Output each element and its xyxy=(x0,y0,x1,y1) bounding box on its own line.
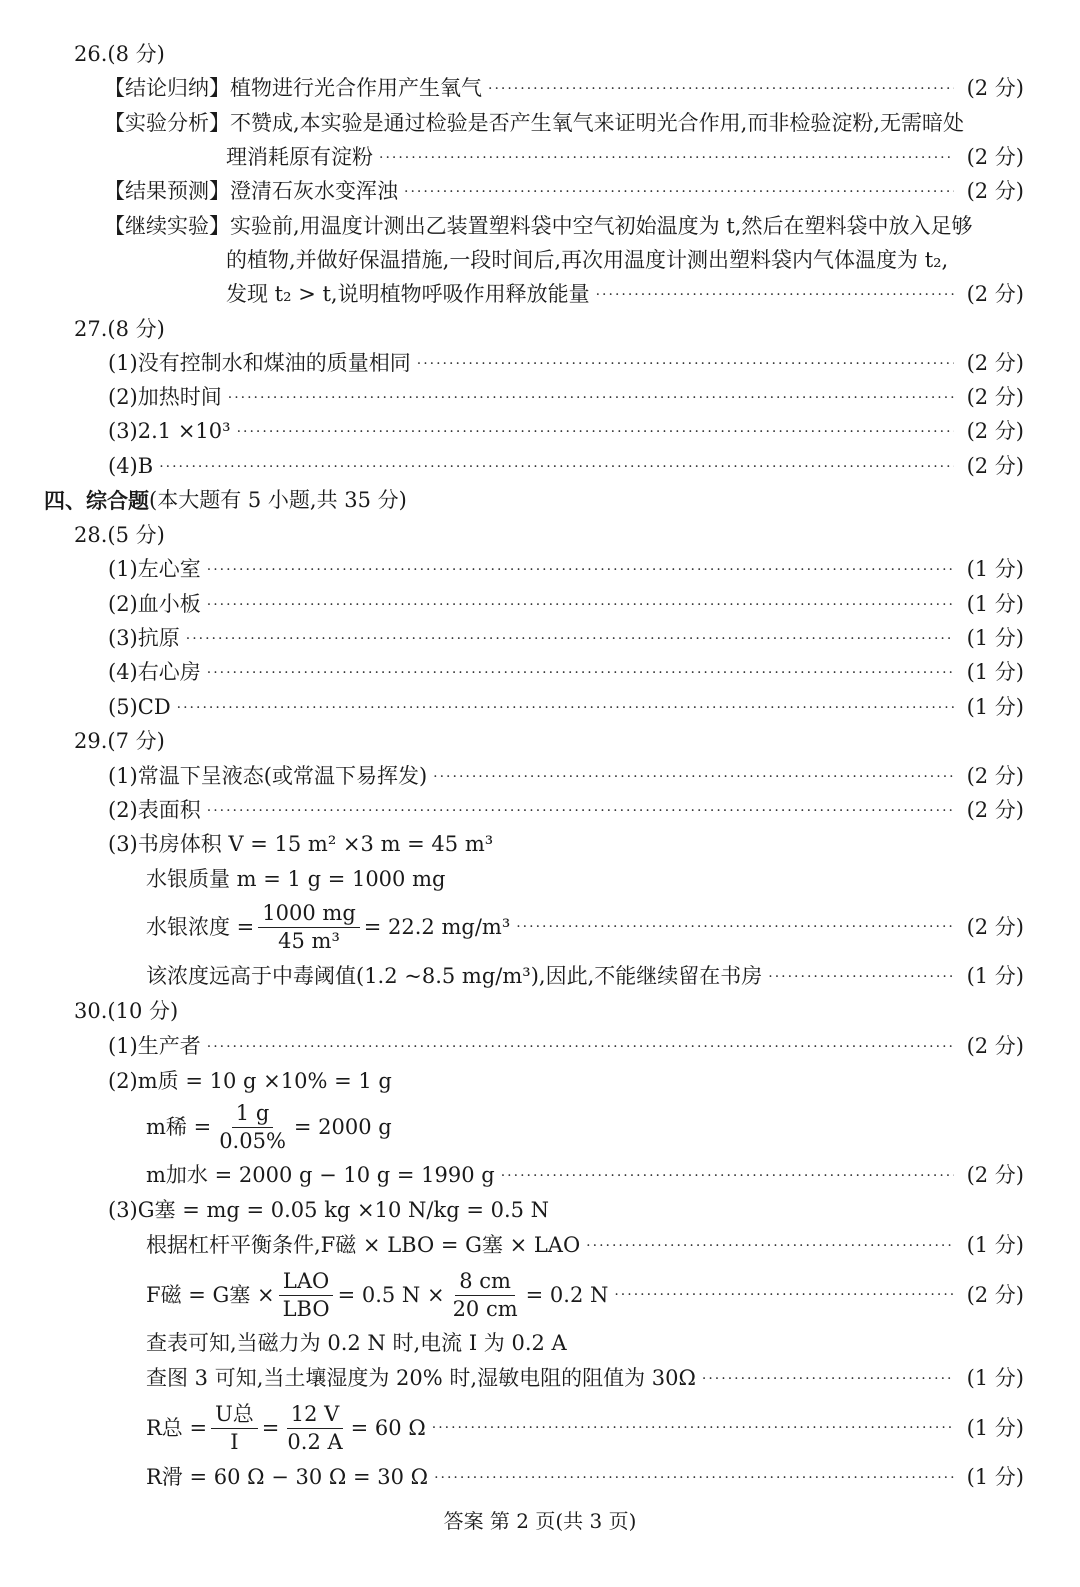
leader-dots xyxy=(432,1421,954,1435)
leader-dots xyxy=(596,288,954,302)
q28-answer-2: (2)血小板 ····· (1 分) xyxy=(0,594,1080,615)
leader-dots xyxy=(614,1288,954,1302)
leader-dots xyxy=(379,151,954,165)
leader-dots xyxy=(404,185,954,199)
q29-concentration: 水银浓度 = $\frac{1000 mg}{\text{45 m³}}$ = 22.2 mg/m³ ····· (2 分) xyxy=(0,902,1080,952)
q29-answer-2: (2)表面积 ····· (2 分) xyxy=(0,800,1080,821)
leader-dots xyxy=(488,82,954,96)
q30-resistance: 查图 3 可知,当土壤湿度为 20% 时,湿敏电阻的阻值为 30Ω ····· (1 分) xyxy=(0,1368,1080,1389)
q27-answer-2: (2)加热时间 ····· (2 分) xyxy=(0,387,1080,408)
leader-dots xyxy=(207,666,954,680)
q28-heading: 28.(5 分) xyxy=(74,523,165,547)
q26-conclusion: 【结论归纳】 植物进行光合作用产生氧气 ····· (2 分) xyxy=(0,78,1080,99)
leader-dots xyxy=(186,632,954,646)
q30-water-mass: m加水 = 2000 g − 10 g = 1990 g ····· (2 分) xyxy=(0,1165,1080,1186)
q29-answer-1: (1)常温下呈液态(或常温下易挥发) ····· (2 分) xyxy=(0,766,1080,787)
leader-dots xyxy=(207,804,954,818)
q30-magnetic-force: F磁 = G塞 × $\frac{\text{LAO}}{\text{LBO}}$ = 0.5 N × $\frac{8 cm}{20 cm}$ = 0.2 N ····· (2 分) xyxy=(0,1270,1080,1320)
fraction: $\frac{\text{LAO}}{\text{LBO}}$ xyxy=(279,1270,334,1319)
q27-answer-3: (3)2.1 ×10³ ····· (2 分) xyxy=(0,421,1080,442)
leader-dots xyxy=(702,1372,954,1386)
q29-mercury-mass: 水银质量 m = 1 g = 1000 mg xyxy=(146,867,446,891)
fraction: $\frac{1 g}{0.05\%}$ xyxy=(219,1101,286,1153)
leader-dots xyxy=(417,357,954,371)
leader-dots xyxy=(768,970,954,984)
q27-answer-1: (1)没有控制水和煤油的质量相同 ····· (2 分) xyxy=(0,353,1080,374)
leader-dots xyxy=(516,920,954,934)
leader-dots xyxy=(207,598,954,612)
q29-conclusion: 该浓度远高于中毒阈值(1.2 ~8.5 mg/m³),因此,不能继续留在书房 ····· (1 分) xyxy=(0,966,1080,987)
q29-heading: 29.(7 分) xyxy=(74,729,165,753)
leader-dots xyxy=(228,391,954,405)
q30-total-resistance: R总 = $\frac{\text{U总}}{I}$ = $\frac{12 V}{0.2 A}$ = 60 Ω ····· (1 分) xyxy=(0,1403,1080,1453)
q28-answer-5: (5)CD ····· (1 分) xyxy=(0,697,1080,718)
q29-answer-3: (3)书房体积 V = 15 m² ×3 m = 45 m³ xyxy=(108,832,494,856)
q30-answer-3: (3)G塞 = mg = 0.05 kg ×10 N/kg = 0.5 N xyxy=(108,1198,550,1222)
leader-dots xyxy=(237,425,954,439)
leader-dots xyxy=(434,1471,954,1485)
q30-answer-1: (1)生产者 ····· (2 分) xyxy=(0,1036,1080,1057)
q30-current: 查表可知,当磁力为 0.2 N 时,电流 I 为 0.2 A xyxy=(146,1331,567,1355)
fraction: $\frac{\text{U总}}{I}$ xyxy=(211,1403,258,1452)
leader-dots xyxy=(433,770,954,784)
q26-continue-line3: 发现 t₂ > t,说明植物呼吸作用释放能量 ····· (2 分) xyxy=(0,284,1080,305)
leader-dots xyxy=(159,460,954,474)
q26-prediction: 【结果预测】 澄清石灰水变浑浊 ····· (2 分) xyxy=(0,181,1080,202)
leader-dots xyxy=(207,563,954,577)
q26-continue-line1: 【继续实验】 实验前,用温度计测出乙装置塑料袋中空气初始温度为 t,然后在塑料袋中放入足够 xyxy=(104,214,973,238)
q30-dilute-mass: m稀 = $\frac{1 g}{0.05\%}$ = 2000 g xyxy=(146,1101,392,1153)
q30-answer-2: (2)m质 = 10 g ×10% = 1 g xyxy=(108,1069,392,1093)
q26-continue-line2: 的植物,并做好保温措施,一段时间后,再次用温度计测出塑料袋内气体温度为 t₂, xyxy=(226,248,949,272)
q28-answer-3: (3)抗原 ····· (1 分) xyxy=(0,628,1080,649)
fraction: $\frac{12 V}{0.2 A}$ xyxy=(287,1402,343,1454)
leader-dots xyxy=(586,1239,954,1253)
q30-rheostat: R滑 = 60 Ω − 30 Ω = 30 Ω ····· (1 分) xyxy=(0,1467,1080,1488)
q28-answer-1: (1)左心室 ····· (1 分) xyxy=(0,559,1080,580)
q30-lever: 根据杠杆平衡条件,F磁 × LBO = G塞 × LAO ····· (1 分) xyxy=(0,1235,1080,1256)
q26-heading: 26.(8 分) xyxy=(74,42,165,66)
q27-heading: 27.(8 分) xyxy=(74,317,165,341)
leader-dots xyxy=(501,1169,954,1183)
q26-analysis-line2: 理消耗原有淀粉 ····· (2 分) xyxy=(0,147,1080,168)
q27-answer-4: (4)B ····· (2 分) xyxy=(0,456,1080,477)
q26-analysis-line1: 【实验分析】 不赞成,本实验是通过检验是否产生氧气来证明光合作用,而非检验淀粉,无需暗处 xyxy=(104,111,965,135)
page-footer: 答案 第 2 页(共 3 页) xyxy=(443,1509,637,1533)
fraction: $\frac{1000 mg}{\text{45 m³}}$ xyxy=(258,902,359,951)
leader-dots xyxy=(177,701,954,715)
q28-answer-4: (4)右心房 ····· (1 分) xyxy=(0,662,1080,683)
leader-dots xyxy=(207,1040,954,1054)
fraction: $\frac{8 cm}{20 cm}$ xyxy=(452,1269,518,1321)
q30-heading: 30.(10 分) xyxy=(74,999,179,1023)
section-4-title: 四、综合题 (本大题有 5 小题,共 35 分) xyxy=(44,488,407,513)
